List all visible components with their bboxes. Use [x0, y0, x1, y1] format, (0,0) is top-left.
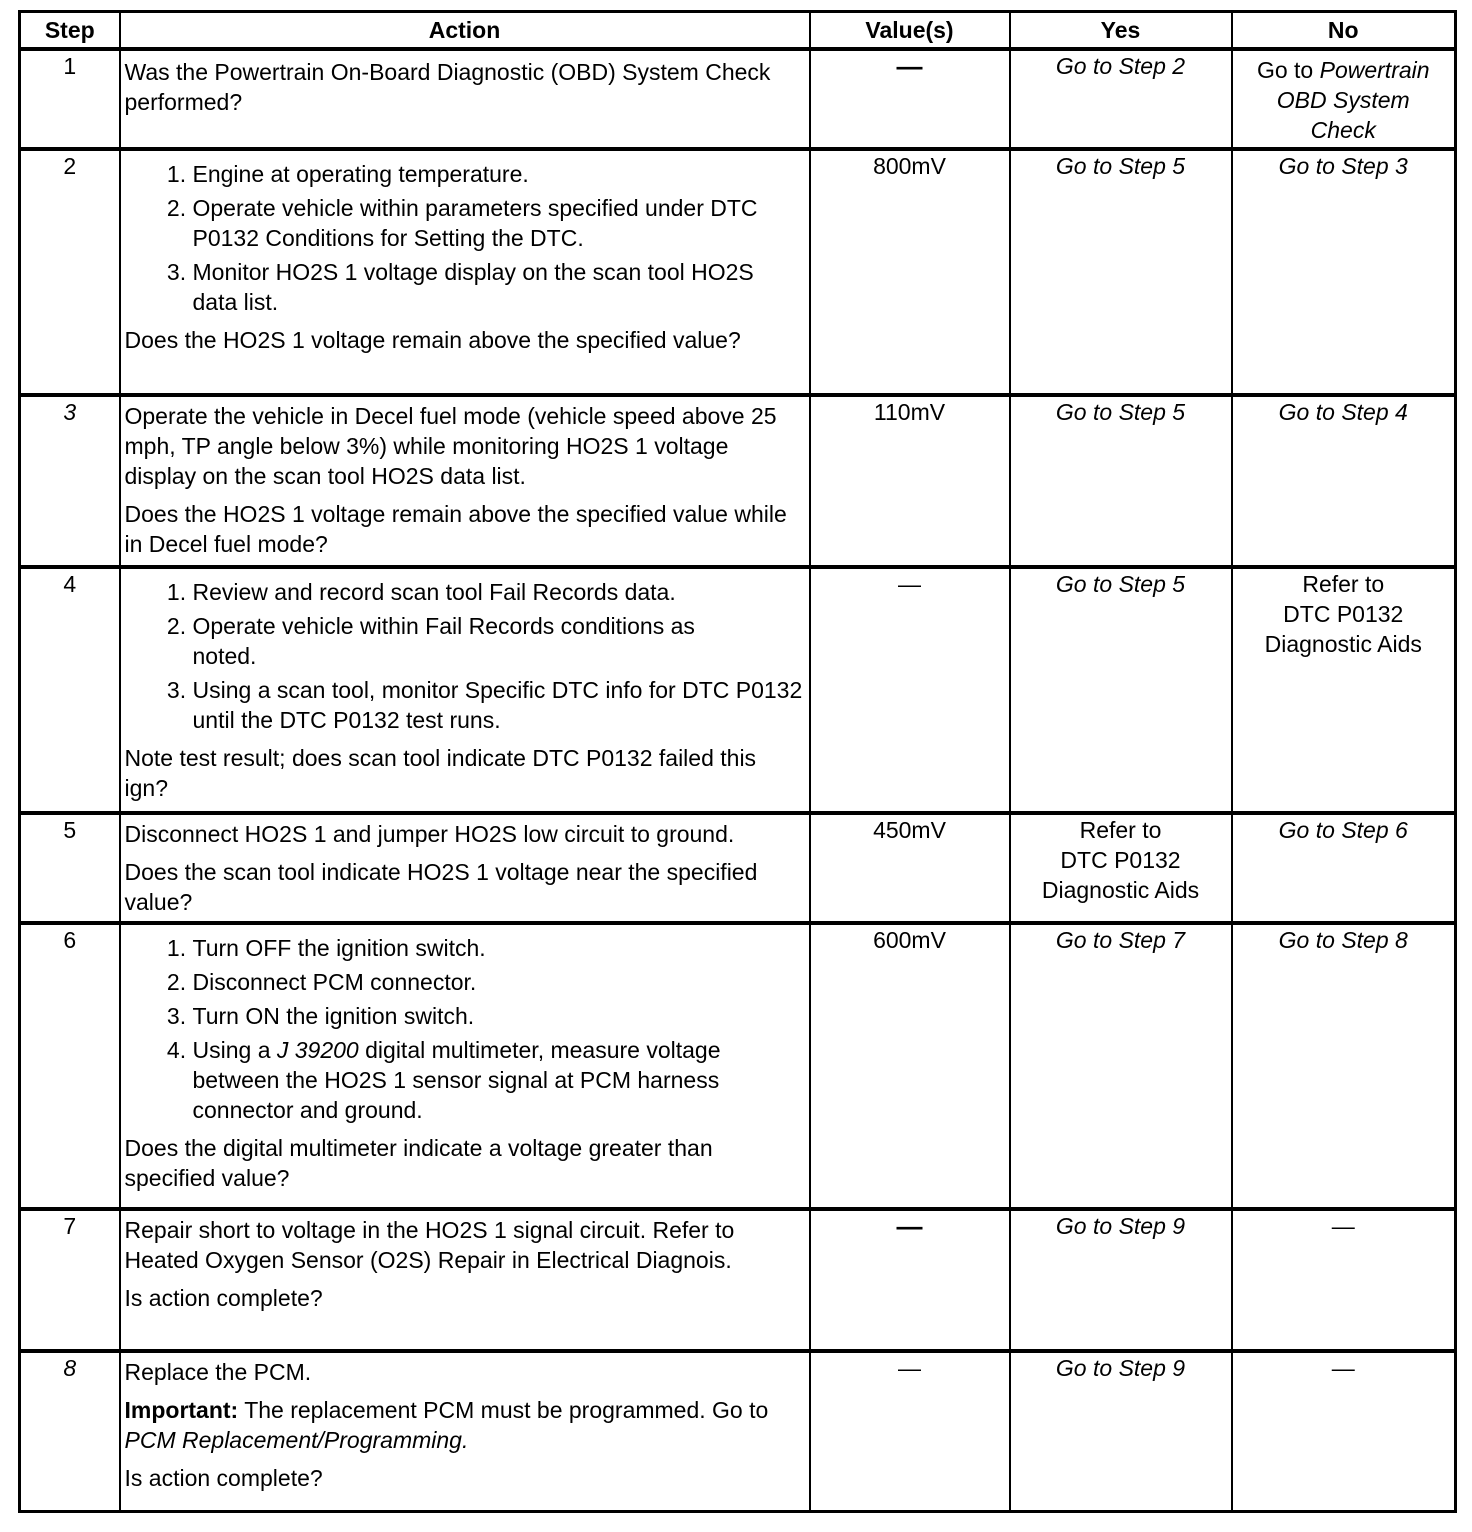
- value-text: —: [898, 571, 921, 597]
- no-text-goto: Go to: [1256, 57, 1314, 83]
- no-link[interactable]: Go to Step 6: [1278, 817, 1408, 843]
- yes-cell: [1010, 813, 1232, 923]
- step-number: 1: [20, 49, 120, 149]
- diagnostic-table-container: [18, 10, 1454, 1513]
- value-text: —: [896, 1211, 923, 1241]
- no-text-line3: Diagnostic Aids: [1264, 631, 1422, 657]
- yes-cell: [1010, 49, 1232, 149]
- action-step: 1. Engine at operating temperature.: [193, 157, 805, 191]
- yes-link[interactable]: Go to Step 9: [1055, 1213, 1186, 1239]
- header-action: Action: [120, 12, 810, 50]
- value-text: —: [896, 51, 923, 81]
- action-cell: [120, 395, 810, 567]
- action-text: Was the Powertrain On-Board Diagnostic (OBD) System Check performed?: [124, 59, 771, 115]
- table-row: [20, 923, 1456, 1209]
- action-step: 2. Operate vehicle within parameters specified under DTC P0132 Conditions for Setting the DTC.: [193, 191, 805, 255]
- value-cell: [810, 923, 1010, 1209]
- no-cell: [1232, 1351, 1456, 1511]
- step-number: 7: [20, 1209, 120, 1351]
- no-cell: [1232, 567, 1456, 813]
- action-question: Is action complete?: [124, 1285, 323, 1311]
- pcm-replacement-link[interactable]: PCM Replacement/Programming.: [124, 1427, 469, 1453]
- yes-cell: [1010, 567, 1232, 813]
- header-values: Value(s): [810, 12, 1010, 50]
- header-step: Step: [20, 12, 120, 50]
- action-steps: [125, 575, 805, 737]
- table-row: [20, 149, 1456, 395]
- value-cell: [810, 395, 1010, 567]
- no-link[interactable]: [1237, 569, 1451, 659]
- important-note: [125, 1389, 805, 1457]
- yes-link[interactable]: Go to Step 5: [1055, 153, 1186, 179]
- no-link[interactable]: Go to Step 4: [1278, 399, 1408, 425]
- value-cell: [810, 1209, 1010, 1351]
- no-text-line2: DTC P0132: [1283, 601, 1404, 627]
- value-text: 110mV: [873, 399, 946, 425]
- no-cell: [1232, 1209, 1456, 1351]
- action-cell: [120, 1351, 810, 1511]
- action-text: Operate the vehicle in Decel fuel mode (vehicle speed above 25 mph, TP angle below 3%) while monitoring HO2S 1 voltage display on the scan tool HO2S data list.: [124, 403, 777, 489]
- no-text-line3: Check: [1310, 117, 1376, 143]
- action-step: 3. Using a scan tool, monitor Specific DTC info for DTC P0132 until the DTC P0132 test runs.: [193, 673, 805, 737]
- step-number: 8: [20, 1351, 120, 1511]
- action-step: 2. Operate vehicle within Fail Records conditions as noted.: [193, 609, 805, 673]
- no-link[interactable]: Go to Step 8: [1278, 927, 1408, 953]
- no-text-target: Powertrain: [1319, 57, 1430, 83]
- action-question: Does the digital multimeter indicate a voltage greater than specified value?: [124, 1135, 713, 1191]
- header-no: No: [1232, 12, 1456, 50]
- value-cell: [810, 149, 1010, 395]
- action-step: [193, 1033, 805, 1127]
- action-cell: [120, 923, 810, 1209]
- table-row: [20, 567, 1456, 813]
- step-number: 6: [20, 923, 120, 1209]
- yes-link[interactable]: Go to Step 5: [1055, 399, 1186, 425]
- value-text: 450mV: [873, 817, 946, 843]
- value-cell: [810, 49, 1010, 149]
- step-number: 4: [20, 567, 120, 813]
- action-cell: [120, 1209, 810, 1351]
- header-yes: Yes: [1010, 12, 1232, 50]
- no-text-line1: Refer to: [1302, 571, 1385, 597]
- yes-cell: [1010, 395, 1232, 567]
- header-row: [20, 12, 1456, 50]
- table-row: [20, 49, 1456, 149]
- yes-cell: [1010, 1351, 1232, 1511]
- yes-cell: [1010, 923, 1232, 1209]
- action-step-text: digital multimeter, measure voltage between the HO2S 1 sensor signal at PCM harness connector and ground.: [192, 1037, 721, 1123]
- action-question: Note test result; does scan tool indicate DTC P0132 failed this ign?: [124, 745, 757, 801]
- no-cell: [1232, 395, 1456, 567]
- no-cell: [1232, 813, 1456, 923]
- value-text: —: [898, 1355, 921, 1381]
- tool-reference: J 39200: [276, 1037, 359, 1063]
- yes-link[interactable]: Go to Step 5: [1055, 571, 1186, 597]
- action-step: 1. Turn OFF the ignition switch.: [193, 931, 805, 965]
- action-question: Does the HO2S 1 voltage remain above the specified value while in Decel fuel mode?: [124, 501, 787, 557]
- no-link[interactable]: Go to Step 3: [1278, 153, 1408, 179]
- yes-text-line1: Refer to: [1079, 817, 1162, 843]
- yes-link[interactable]: Go to Step 7: [1055, 927, 1186, 953]
- yes-text-line3: Diagnostic Aids: [1041, 877, 1200, 903]
- table-row: [20, 1209, 1456, 1351]
- action-question: Does the scan tool indicate HO2S 1 voltage near the specified value?: [124, 859, 758, 915]
- no-link[interactable]: [1237, 55, 1451, 145]
- yes-link[interactable]: [1015, 815, 1227, 905]
- yes-link[interactable]: Go to Step 9: [1055, 1355, 1186, 1381]
- action-step: 1. Review and record scan tool Fail Records data.: [193, 575, 805, 609]
- action-step-text: Using a: [192, 1037, 277, 1063]
- no-cell: [1232, 149, 1456, 395]
- step-number: 3: [20, 395, 120, 567]
- value-cell: [810, 567, 1010, 813]
- no-text: —: [1331, 1213, 1355, 1239]
- yes-cell: [1010, 149, 1232, 395]
- important-label: Important:: [124, 1397, 239, 1423]
- table-row: [20, 395, 1456, 567]
- value-text: 600mV: [873, 927, 946, 953]
- action-cell: [120, 49, 810, 149]
- action-cell: [120, 149, 810, 395]
- action-steps: [125, 157, 805, 319]
- action-steps: [125, 931, 805, 1127]
- action-question: Does the HO2S 1 voltage remain above the specified value?: [124, 327, 741, 353]
- action-question: Is action complete?: [124, 1465, 323, 1491]
- step-number: 2: [20, 149, 120, 395]
- action-text: Disconnect HO2S 1 and jumper HO2S low circuit to ground.: [124, 821, 735, 847]
- action-step: 3. Monitor HO2S 1 voltage display on the scan tool HO2S data list.: [193, 255, 805, 319]
- value-cell: [810, 813, 1010, 923]
- action-cell: [120, 813, 810, 923]
- action-text: Repair short to voltage in the HO2S 1 signal circuit. Refer to Heated Oxygen Sensor (O2S) Repair in Electrical Diagnois.: [124, 1217, 735, 1273]
- value-text: 800mV: [873, 153, 946, 179]
- no-text: —: [1331, 1355, 1355, 1381]
- value-cell: [810, 1351, 1010, 1511]
- table-row: [20, 1351, 1456, 1511]
- yes-link[interactable]: Go to Step 2: [1055, 53, 1186, 79]
- step-number: 5: [20, 813, 120, 923]
- no-text-line2: OBD System: [1276, 87, 1410, 113]
- no-cell: [1232, 49, 1456, 149]
- yes-cell: [1010, 1209, 1232, 1351]
- important-text: The replacement PCM must be programmed. Go to: [238, 1397, 769, 1423]
- action-step: 2. Disconnect PCM connector.: [193, 965, 805, 999]
- yes-text-line2: DTC P0132: [1060, 847, 1181, 873]
- action-cell: [120, 567, 810, 813]
- action-step: 3. Turn ON the ignition switch.: [193, 999, 805, 1033]
- table-row: [20, 813, 1456, 923]
- action-text: Replace the PCM.: [124, 1359, 312, 1385]
- diagnostic-table: [18, 10, 1457, 1513]
- no-cell: [1232, 923, 1456, 1209]
